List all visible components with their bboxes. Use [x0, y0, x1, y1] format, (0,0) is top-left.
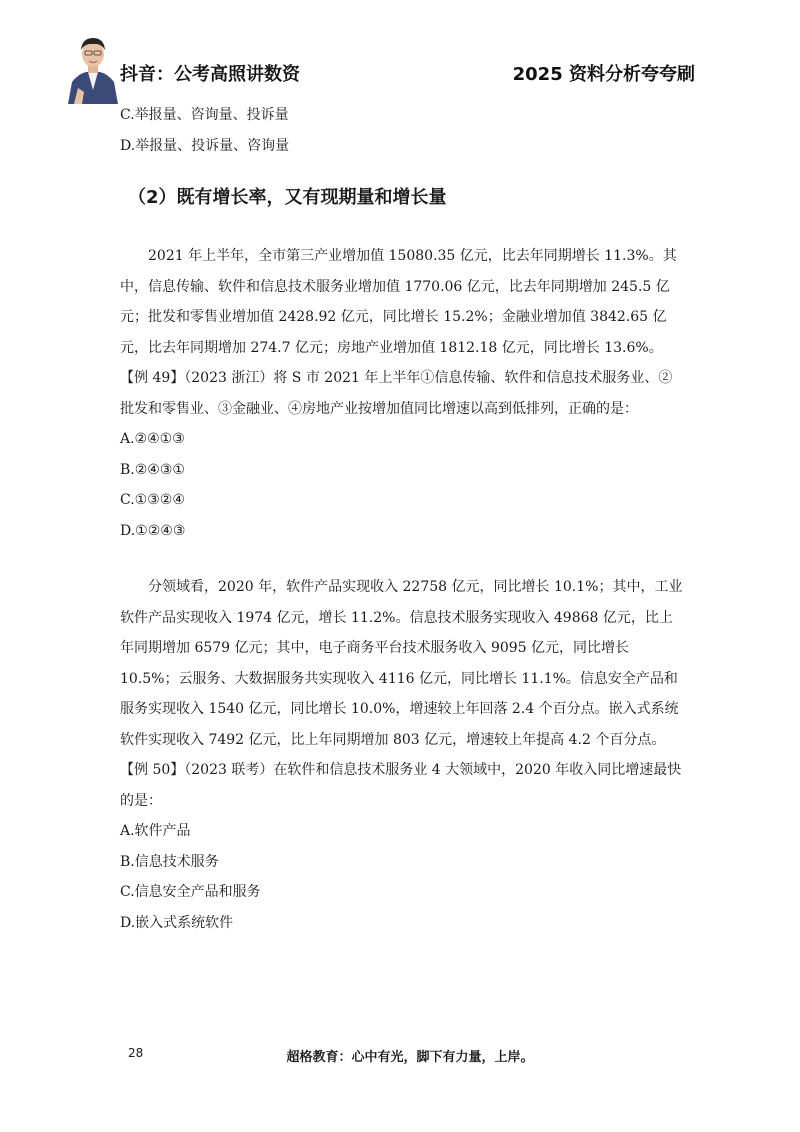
example-50-label: 【例 50】: [120, 762, 185, 778]
spacer: [120, 546, 685, 572]
header-left-title: 抖音：公考高照讲数资: [120, 64, 300, 85]
material-paragraph-2: 分领域看，2020 年，软件产品实现收入 22758 亿元，同比增长 10.1%；其中，工业软件产品实现收入 1974 亿元，增长 11.2%。信息技术服务实现收入 49868 亿元，比上年同期增加 6579 亿元；其中，电子商务平台技术服务收入 9095 亿元，同比增长 10.5%；云服务、大数据服务共实现收入 4116 亿元，同比增长 11.1%。信息安全产品和服务实现收入 1540 亿元，同比增长 10.0%，增速较上年回落 2.4 个百分点。嵌入式系统软件实现收入 7492 亿元，比上年同期增加 803 亿元，增速较上年提高 4.2 个百分点。: [120, 579, 683, 748]
avatar: [64, 30, 122, 104]
example-49-option-a: A.②④①③: [120, 431, 185, 447]
example-49-text: （2023 浙江）将 S 市 2021 年上半年①信息传输、软件和信息技术服务业、②批发和零售业、③金融业、④房地产业按增加值同比增速以高到低排列，正确的是：: [120, 370, 673, 417]
page-number: 28: [128, 1046, 144, 1060]
prev-option-c: C.举报量、咨询量、投诉量: [120, 107, 289, 123]
example-50-text: （2023 联考）在软件和信息技术服务业 4 大领域中，2020 年收入同比增速最快的是：: [120, 762, 682, 809]
example-50-question: [120, 755, 685, 816]
example-50-option-d: D.嵌入式系统软件: [120, 914, 234, 931]
prev-option-d: D.举报量、投诉量、咨询量: [120, 137, 290, 154]
page-content: [120, 100, 685, 938]
example-49-option-c: C.①③②④: [120, 492, 185, 508]
material-paragraph-1: 2021 年上半年，全市第三产业增加值 15080.35 亿元，比去年同期增长 11.3%。其中，信息传输、软件和信息技术服务业增加值 1770.06 亿元，比去年同期增加 245.5 亿元；批发和零售业增加值 2428.92 亿元，同比增长 15.2%；金融业增加值 3842.65 亿元，比去年同期增加 274.7 亿元；房地产业增加值 1812.18 亿元，同比增长 13.6%。: [120, 248, 677, 356]
example-50-option-c: C.信息安全产品和服务: [120, 884, 261, 900]
example-49-label: 【例 49】: [120, 370, 185, 386]
header-right-title: 2025 资料分析夸夸刷: [512, 64, 695, 85]
footer-slogan: 超格教育：心中有光，脚下有力量，上岸。: [286, 1050, 534, 1065]
example-49-option-b: B.②④③①: [120, 461, 185, 478]
example-50-option-a: A.软件产品: [120, 823, 191, 839]
example-49-question: [120, 363, 685, 424]
example-49-option-d: D.①②④③: [120, 522, 186, 539]
example-50-option-b: B.信息技术服务: [120, 853, 219, 870]
section-heading: （2）既有增长率，又有现期量和增长量: [128, 187, 447, 208]
